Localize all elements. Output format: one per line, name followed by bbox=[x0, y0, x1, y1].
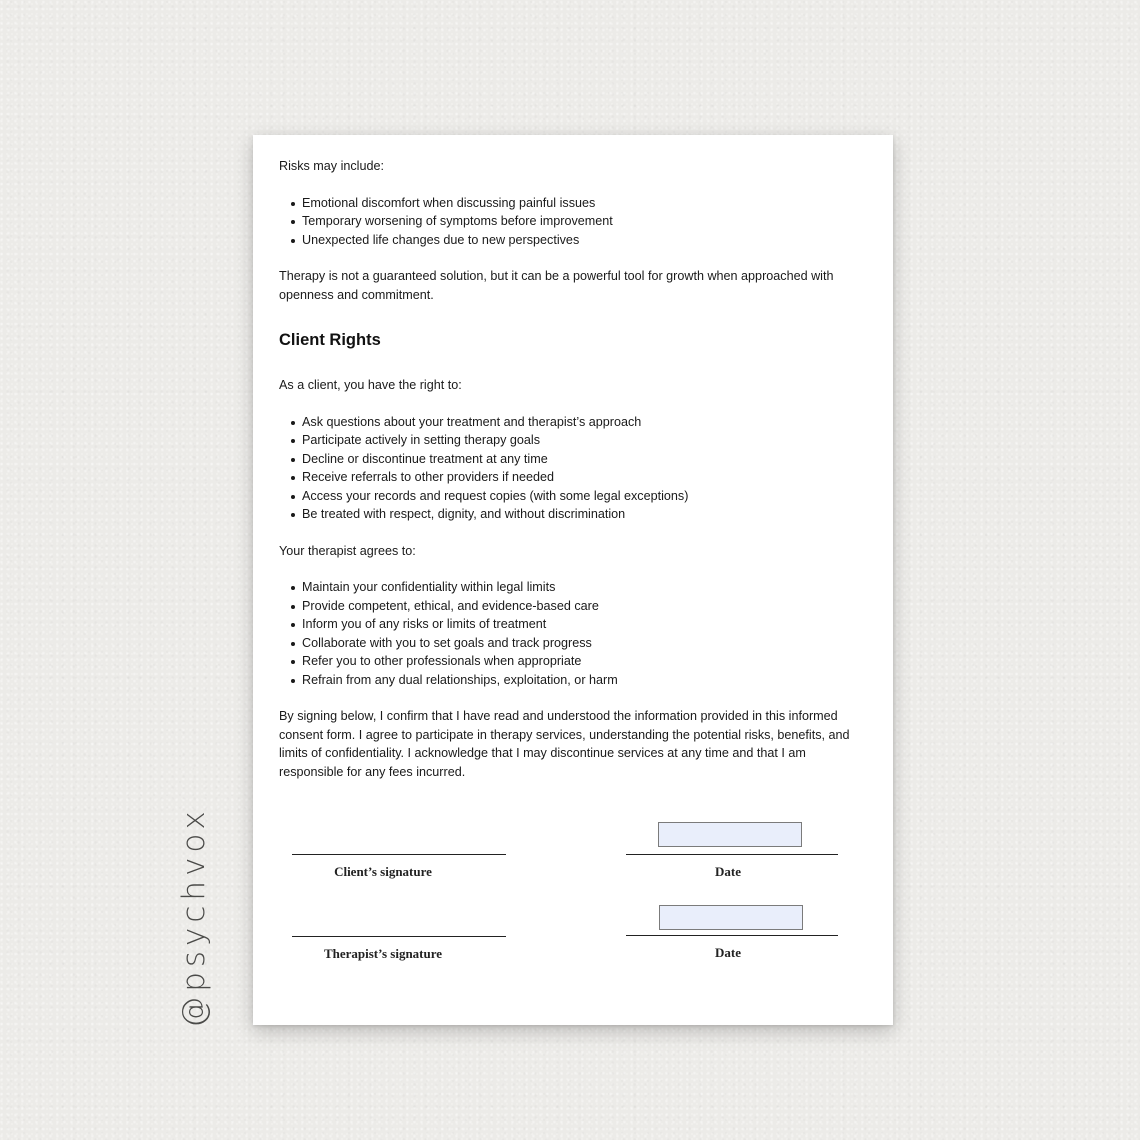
client-rights-heading: Client Rights bbox=[279, 331, 381, 349]
consent-statement: By signing below, I confirm that I have read and understood the information provided in this informed consent form. I agree to participate in therapy services, understanding the potential risks, benefits, and limits of confidentiality. I acknowledge that I may discontinue services at any time and that I am responsible for any fees incurred. bbox=[279, 709, 850, 779]
therapist-date-line bbox=[626, 935, 838, 936]
risk-item: Unexpected life changes due to new perspectives bbox=[302, 231, 873, 250]
therapist-signature-label: Therapist’s signature bbox=[323, 946, 443, 961]
right-item: Ask questions about your treatment and therapist’s approach bbox=[302, 413, 873, 432]
right-item: Participate actively in setting therapy goals bbox=[302, 431, 873, 450]
therapist-signature-line[interactable] bbox=[292, 936, 506, 937]
watermark-handle bbox=[174, 805, 214, 1028]
rights-intro: As a client, you have the right to: bbox=[279, 378, 462, 392]
risk-item: Emotional discomfort when discussing painful issues bbox=[302, 194, 873, 213]
right-item: Receive referrals to other providers if needed bbox=[302, 468, 873, 487]
client-date-field[interactable] bbox=[658, 822, 802, 847]
risk-item: Temporary worsening of symptoms before improvement bbox=[302, 212, 873, 231]
right-item: Access your records and request copies (with some legal exceptions) bbox=[302, 487, 873, 506]
agreement-item: Maintain your confidentiality within legal limits bbox=[302, 578, 873, 597]
therapist-date-label: Date bbox=[715, 945, 741, 960]
agreement-item: Collaborate with you to set goals and track progress bbox=[302, 634, 873, 653]
agreement-item: Provide competent, ethical, and evidence-based care bbox=[302, 597, 873, 616]
watermark-text: @psychvox bbox=[176, 805, 213, 1028]
client-signature-label: Client’s signature bbox=[334, 864, 432, 879]
risks-intro: Risks may include: bbox=[279, 159, 384, 173]
risks-list bbox=[279, 194, 873, 250]
therapist-date-field[interactable] bbox=[659, 905, 803, 930]
client-date-line bbox=[626, 854, 838, 855]
client-signature-line[interactable] bbox=[292, 854, 506, 855]
agreement-item: Inform you of any risks or limits of treatment bbox=[302, 615, 873, 634]
right-item: Decline or discontinue treatment at any time bbox=[302, 450, 873, 469]
client-rights-list bbox=[279, 413, 873, 524]
client-date-label: Date bbox=[715, 864, 741, 879]
agreement-item: Refrain from any dual relationships, exploitation, or harm bbox=[302, 671, 873, 690]
consent-form-page bbox=[253, 135, 893, 1025]
signature-area bbox=[253, 815, 893, 1015]
agreement-item: Refer you to other professionals when appropriate bbox=[302, 652, 873, 671]
therapist-intro: Your therapist agrees to: bbox=[279, 543, 416, 558]
therapy-note: Therapy is not a guaranteed solution, but it can be a powerful tool for growth when approached with openness and commitment. bbox=[279, 269, 834, 302]
right-item: Be treated with respect, dignity, and without discrimination bbox=[302, 505, 873, 524]
therapist-agreements-list bbox=[279, 578, 873, 689]
